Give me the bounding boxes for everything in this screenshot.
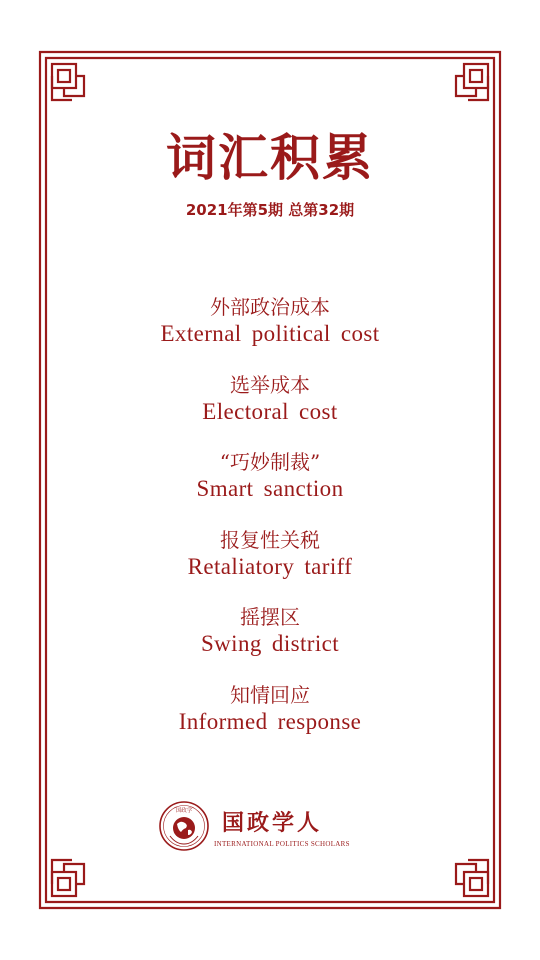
logo-subtitle: INTERNATIONAL POLITICS SCHOLARS (214, 840, 350, 848)
vocab-chinese: 外部政治成本 (210, 295, 330, 319)
vocab-english: Swing district (200, 631, 340, 657)
vocab-item (0, 449, 540, 527)
vocab-english: Smart sanction (196, 476, 344, 502)
vocab-item (0, 604, 540, 682)
vocab-chinese: 选举成本 (230, 372, 310, 397)
page-title: 词汇积累 (166, 128, 374, 187)
vocab-english: Informed response (178, 708, 362, 734)
logo-name: 国政学人 (222, 810, 323, 836)
vocab-item (0, 372, 540, 450)
vocab-english: Electoral cost (202, 398, 338, 424)
vocab-item (0, 527, 540, 605)
vocab-chinese: 知情回应 (230, 682, 310, 707)
vocab-list (0, 294, 540, 760)
vocab-chinese: 摇摆区 (240, 605, 300, 630)
globe-emblem-icon (158, 800, 210, 852)
vocab-chinese: “巧妙制裁” (219, 450, 321, 475)
vocab-chinese: 报复性关税 (220, 527, 320, 552)
vocab-item (0, 294, 540, 372)
issue-number: 2021年第5期 总第32期 (185, 201, 355, 219)
brand-logo (158, 800, 398, 856)
vocab-english: Retaliatory tariff (187, 553, 353, 579)
vocab-english: External political cost (160, 321, 380, 346)
emblem-text: 国政学 (175, 808, 193, 814)
vocab-item (0, 682, 540, 760)
